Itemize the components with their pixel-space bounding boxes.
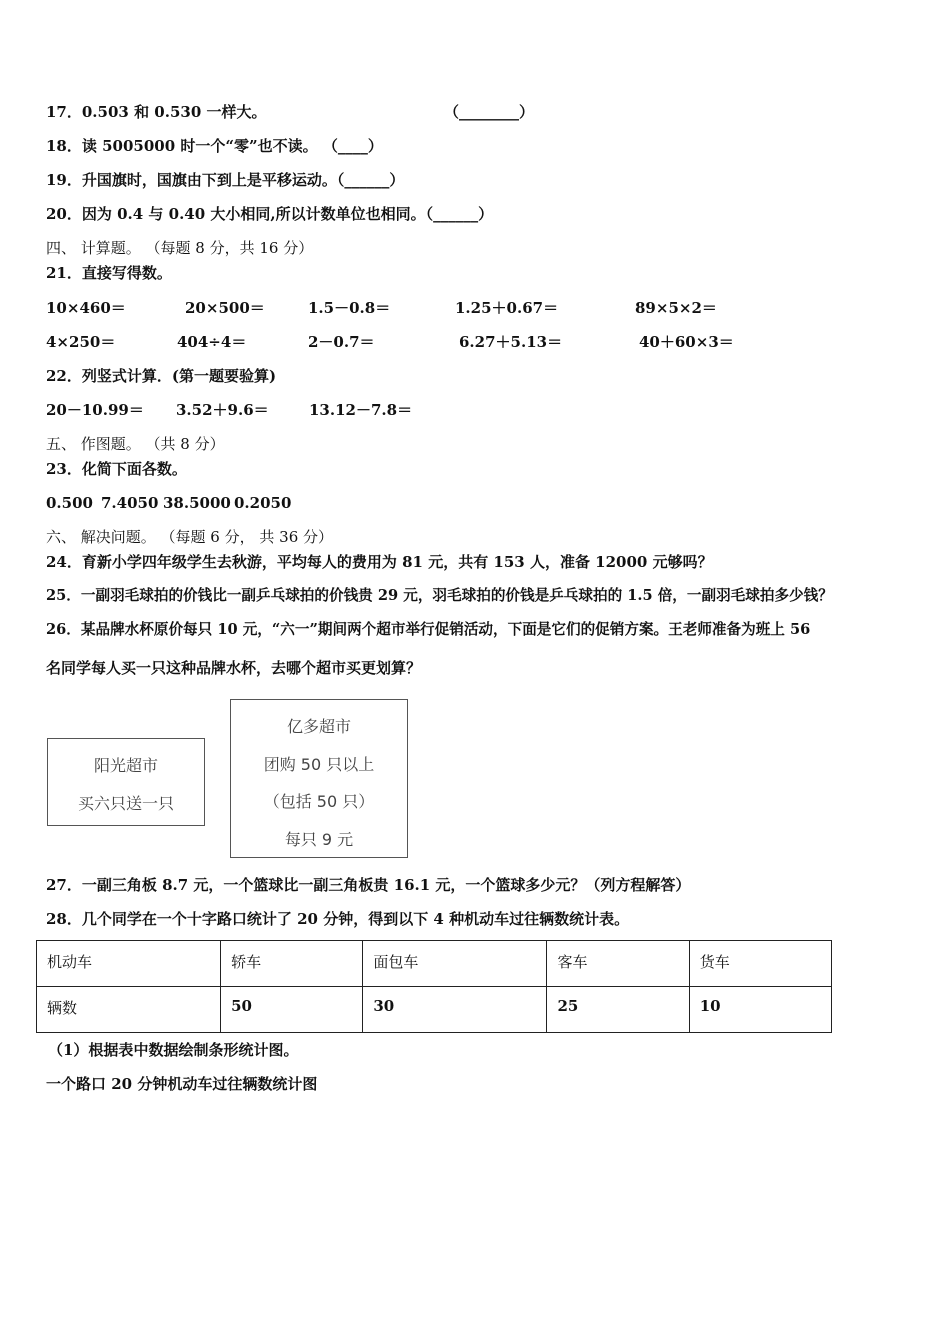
section-4-heading: 四、 计算题。 （每题 8 分，共 16 分） [46, 239, 314, 257]
table-header-cell: 机动车 [37, 941, 221, 987]
table-row [37, 987, 832, 1033]
calc-item: 2－0.7＝ [308, 333, 375, 351]
store-sunshine-offer: 买六只送一只 [77, 794, 174, 813]
store-sunshine-box [47, 738, 205, 826]
question-24: 24．育新小学四年级学生去秋游，平均每人的费用为 81 元，共有 153 人，准备 12000 元够吗？ [46, 553, 713, 571]
calc-item: 4×250＝ [46, 333, 116, 351]
table-cell: 10 [689, 987, 831, 1033]
question-27: 27．一副三角板 8.7 元，一个篮球比一副三角板贵 16.1 元，一个篮球多少元？（列方程解答） [46, 876, 691, 894]
store-yiduo-line-3: 每只 9 元 [284, 830, 354, 849]
question-28: 28．几个同学在一个十字路口统计了 20 分钟，得到以下 4 种机动车过往辆数统计表。 [46, 910, 630, 928]
vehicle-count-table [36, 940, 832, 1033]
table-header-cell: 货车 [689, 941, 831, 987]
question-26-line-1: 26．某品牌水杯原价每只 10 元，“六一”期间两个超市举行促销活动，下面是它们的促销方案。王老师准备为班上 56 [46, 621, 811, 638]
question-19: 19．升国旗时，国旗由下到上是平移运动。（______） [46, 171, 405, 189]
calc-item: 20×500＝ [185, 299, 265, 317]
simplify-item: 0.2050 [234, 494, 292, 512]
question-26-line-2: 名同学每人买一只这种品牌水杯，去哪个超市买更划算？ [46, 659, 422, 677]
question-22: 22．列竖式计算．(第一题要验算) [46, 367, 277, 385]
table-cell: 50 [221, 987, 363, 1033]
table-cell: 25 [547, 987, 689, 1033]
table-header-cell: 轿车 [221, 941, 363, 987]
simplify-item: 0.500 [46, 494, 93, 512]
calc-item: 10×460＝ [46, 299, 126, 317]
table-header-cell: 面包车 [363, 941, 547, 987]
vertical-calc-item: 13.12－7.8＝ [309, 401, 413, 419]
store-yiduo-name: 亿多超市 [286, 717, 351, 736]
question-17 [46, 102, 535, 122]
table-header-row [37, 941, 832, 987]
store-yiduo-line-2: （包括 50 只） [263, 792, 375, 811]
store-yiduo-box [230, 699, 408, 858]
vertical-calc-item: 3.52＋9.6＝ [176, 401, 269, 419]
table-header-cell: 客车 [547, 941, 689, 987]
question-17-text: 17．0.503 和 0.530 一样大。 [46, 103, 267, 121]
question-28-sub-1: （1）根据表中数据绘制条形统计图。 [48, 1041, 299, 1059]
calc-item: 1.5－0.8＝ [308, 299, 391, 317]
question-18: 18．读 5005000 时一个“零”也不读。 （____） [46, 137, 383, 155]
store-yiduo-line-1: 团购 50 只以上 [263, 755, 375, 774]
calc-item: 40＋60×3＝ [639, 333, 734, 351]
section-5-heading: 五、 作图题。 （共 8 分） [46, 435, 225, 453]
question-21: 21．直接写得数。 [46, 264, 172, 282]
calc-item: 404÷4＝ [177, 333, 247, 351]
calc-item: 89×5×2＝ [635, 299, 717, 317]
calc-item: 1.25＋0.67＝ [455, 299, 559, 317]
chart-title: 一个路口 20 分钟机动车过往辆数统计图 [46, 1075, 318, 1093]
vertical-calc-item: 20－10.99＝ [46, 401, 144, 419]
question-25: 25．一副羽毛球拍的价钱比一副乒乓球拍的价钱贵 29 元，羽毛球拍的价钱是乒乓球拍的 1.5 倍，一副羽毛球拍多少钱？ [46, 587, 833, 604]
question-23: 23．化简下面各数。 [46, 460, 187, 478]
answer-blank-17: （________） [444, 103, 535, 121]
simplify-item: 7.4050 [101, 494, 159, 512]
calc-item: 6.27＋5.13＝ [459, 333, 563, 351]
section-6-heading: 六、 解决问题。 （每题 6 分， 共 36 分） [46, 528, 334, 546]
simplify-item: 38.5000 [163, 494, 231, 512]
store-sunshine-name: 阳光超市 [93, 756, 158, 775]
table-row-label: 辆数 [37, 987, 221, 1033]
table-cell: 30 [363, 987, 547, 1033]
question-20: 20．因为 0.4 与 0.40 大小相同,所以计数单位也相同。（______） [46, 205, 494, 223]
